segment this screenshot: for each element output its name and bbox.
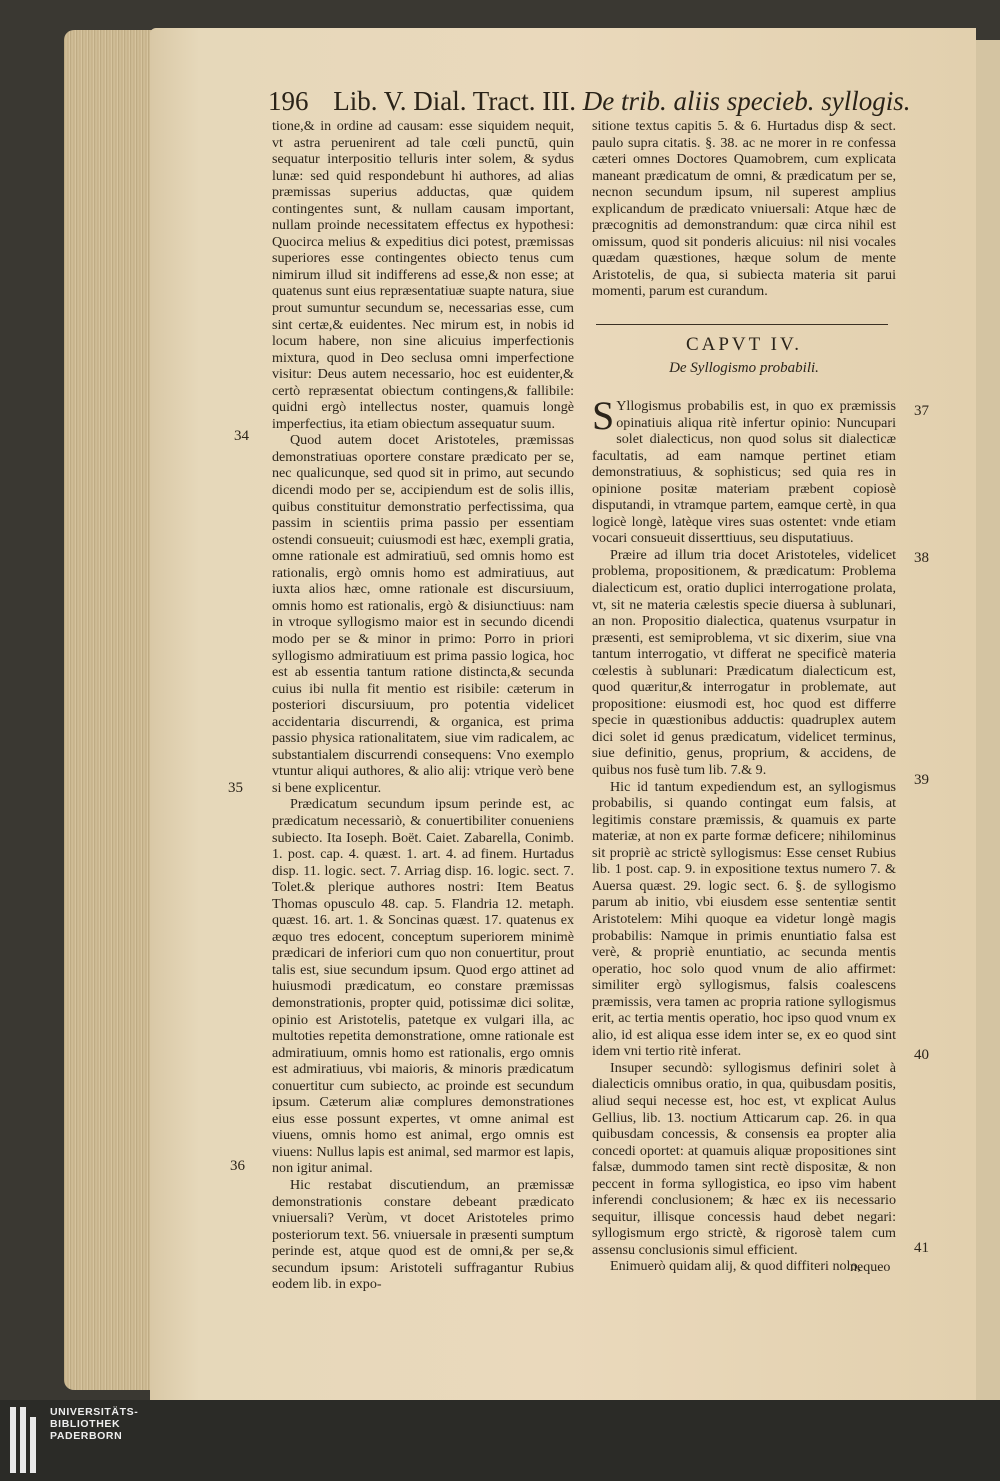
margin-number: 37: [914, 403, 929, 419]
chapter-rule: [596, 324, 888, 325]
left-column: [272, 118, 574, 1293]
drop-capital: S: [592, 393, 615, 438]
margin-number: 34: [234, 428, 249, 444]
margin-number: 40: [914, 1047, 929, 1063]
margin-number: 38: [914, 550, 929, 566]
paragraph: S Yllogismus probabilis est, in quo ex præmissis opinatiuis aliqua ritè infertur opinio: Nuncupari solet dialecticus, non quod solus sit dialecticæ facultatis, ad eam namque pertinet etiam demonstratiuus, & sophisticus; sed quia res in opinione positæ materiam præbent copiosè disputandi, in vtramque partem, eamque certè, in qua logicè longè, latèque vires suas ostentet: vnde etiam vocari consueuit disserttiuus, seu disputatiuus.: [592, 393, 896, 547]
running-head-title: Lib. V. Dial. Tract. III.: [333, 86, 576, 116]
paragraph: tione,& in ordine ad causam: esse siquidem nequit, vt astra peruenirent ad tale cœli punctū, quin sequatur interpositio telluris inter solem, & sydus lunæ: sed quid respondebunt hi authores, ad alias præmissas superius adductas, quæ quidem contingentes sunt, & nullam causam important, nullam proinde necessitatem effectus ex hypothesi: Quocirca melius & expeditius dici potest, præmissas superiores esse contingentes obiecto tenus cum nimirum illud sit indifferens ad esse,& non esse; at quatenus sunt eius repræsentatiuæ suapte natura, siue prout sumuntur secundum se, necessarias esse, cum sint certæ,& euidentes. Nec mirum est, in nobis id locum habere, non sine alicuius imperfectionis mixtura, quod in Deo seclusa omni imperfectione visitur: Deus autem necessario, hoc est euidenter,& certò repræsentat obiectum contingens,& fallibile: quidni ergò intellectus noster, quamuis longè imperfectius, ita etiam obiectum assequatur suum.: [272, 118, 574, 432]
paragraph: Hic restabat discutiendum, an præmissæ demonstrationis constare debeant prædicato vniuersali? Verùm, vt docet Aristoteles primo posteriorum text. 56. vniuersale in præsenti sumptum perinde est, atque quod est de omni,& per se,& secundum ipsum: Aristoteli suffragantur Rubius eodem lib. in expo-: [272, 1177, 574, 1293]
page-edge: [64, 30, 156, 1390]
chapter-heading: CAPVT IV.: [685, 334, 803, 355]
running-head: [268, 86, 911, 120]
margin-number: 41: [914, 1240, 929, 1256]
viewer-footer: [0, 1400, 1000, 1481]
library-logo-icon: [10, 1407, 40, 1473]
page-number: 196: [268, 86, 309, 116]
facing-page-edge: [976, 40, 1000, 1400]
margin-number: 35: [228, 780, 243, 796]
catchword: nequeo: [850, 1260, 891, 1275]
paragraph: Prædicatum secundum ipsum perinde est, ac prædicatum necessariò, & conuertibiliter conueniens subiecto. Ita Ioseph. Boët. Caiet. Zabarella, Conimb. 1. post. cap. 4. quæst. 1. art. 4. ad finem. Hurtadus disp. 11. logic. sect. 7. Arriag disp. 16. logic. sect. 7. Tolet.& plerique authores nostri: Item Beatus Thomas opusculo 48. cap. 5. Flandria 12. metaph. quæst. 16. art. 1. & Soncinas quæst. 17. quatenus ex æquo tres edocent, conceptum superiorem minimè prædicari de inferiori cum quo non conuertitur, prout talis est, siue secundum ipsum. Quod ergo attinet ad huiusmodi prædicatum, eo constare præmissas demonstrationis, propter quid, potissimæ dici solitæ, opinio est Aristotelis, patetque ex vulgari illa, ac multoties repetita demonstratione, omne rationale est admiratiuum, omnis homo est rationalis, ergo omnis est admiratiuus, vbi maioris, & minoris prædicatum conuertitur cum subiecto, ac proinde est secundum ipsum. Cæterum aliæ complures demonstrationes eius esse possunt expertes, vt omne animal est viuens, omnis homo est animal, ergo omnis est viuens: Nullus lapis est animal, sed marmor est lapis, non igitur animal.: [272, 796, 574, 1177]
paragraph: Insuper secundò: syllogismus definiri solet à dialecticis omnibus oratio, in qua, quibusdam positis, aliud sequi necesse est, hoc est, vt explicat Aulus Gellius, lib. 13. noctium Atticarum cap. 26. in qua quibusdam concessis, & consensis ea propter alia concedi oportet: at quamuis aliquæ propositiones sint falsæ, dummodo tamen sint rectè dispositæ, & non peccent in forma syllogistica, eo ipso vim habent inferendi conclusionem; & hæc ex iis necessario sequitur, illisque concessis haud debet negari: syllogismum ergo strictè, & rigorosè talem cum assensu conclusionis simul efficient.: [592, 1059, 896, 1258]
running-head-section: De trib. aliis specieb. syllogis.: [582, 86, 911, 116]
paragraph: Præire ad illum tria docet Aristoteles, videlicet problema, propositionem, & prædicatum: Problema dialecticum est, oratio duplici interrogatione prolata, vt, sit ne materia cælestis specie diuersa à sublunari, an non. Propositio dialectica, quatenus vsurpatur in præsenti, est semiproblema, vt sic dixerim, siue vna tantum interrogatio, vt differat ne specificè materia cœlestis à sublunari: Prædicatum dialecticum est, quod quæritur,& interrogatur in problemate, aut propositione: eiusmodi est, hoc quod est differre specie in quæstionibus adductis: quadruplex autem dici solet id genus prædicatum, videlicet terminus, siue definitio, genus, proprium, & accidens, de quibus nos fusè tum lib. 7.& 9.: [592, 546, 896, 779]
paragraph: Enimuerò quidam alij, & quod diffiteri nolo,: [610, 1258, 862, 1275]
library-name: UNIVERSITÄTS- BIBLIOTHEK PADERBORN: [50, 1406, 139, 1442]
paragraph: Quod autem docet Aristoteles, præmissas demonstratiuas oportere constare prædicato per se, nec qualicunque, sed quod sit in primo, aut secundo dicendi modo per se, accipiendum est de solis illis, quibus constituitur demonstratio perfectissima, qua passim in scientiis prima passio per essentiam ostendi consueuit; cuiusmodi est hæc, exempli gratia, omne rationale est admiratiuū, sed omnis homo est rationalis, ergò omnis homo est admiratiuus, aut iuxta alios hæc, omne rationale est discursiuum, omnis homo est rationalis, ergò & disiunctiuus: nam in vtroque syllogismo maior est in secundo dicendi modo per se & minor in primo: Porro in priori syllogismo admiratiuum est prima passio logica, hoc est ab essentia tantum ratione distincta,& secunda cuius ibi nulla fit mentio est risibile: cæterum in posteriori discursiuum, pro potentia videlicet accidentaria discurrendi, & organica, est prima passio physica rationalitatem, siue vim radicalem, ac substantialem discurrendi consequens: Vno exemplo vtuntur aliqui authores, & alio alij: vtrique verò bene si bene explicentur.: [272, 432, 574, 796]
margin-number: 39: [914, 772, 929, 788]
chapter-subheading: De Syllogismo probabili.: [669, 360, 819, 376]
paragraph: Hic id tantum expediendum est, an syllogismus probabilis, si quando contingat eum falsis, at legitimis constare præmissis, & quamuis ex parte materiæ, at non ex parte formæ deficere; nihilominus sit propriè ac strictè syllogismus: Esse censet Rubius lib. 1 post. cap. 9. in expositione textus numero 7. & Auersa quæst. 29. logic sect. 6. §. de syllogismo parum ab initio, vbi eiusdem esse sententiæ sentit Aristotelem: Mihi quoque ea videtur longè magis probabilis: Namque in primis enuntiatio falsa est verè, & propriè enuntiatio, ac secunda mentis operatio, hoc solo quod vnum de alio affirmet: similiter ergò syllogismus, falsis coalescens præmissis, vera tamen ac propria ratione syllogismus erit, ac tertia mentis operatio, hoc ipso quod vnum ex alio, id est aliqua esse idem inter se, ex eo quod sint idem vni tertio ritè inferat.: [592, 778, 896, 1060]
paragraph: sitione textus capitis 5. & 6. Hurtadus disp & sect. paulo supra citatis. §. 38. ac ne morer in re confessa cæteri omnes Doctores Quamobrem, cum explicata maneant prædicatum de omni, & prædicatum per se, necnon secundum ipsum, nil superest amplius explicandum de prædicato vniuersali: Atque hæc de præcognitis ad demonstrandum: quæ circa nihil est omissum, quod sit ponderis alicuius: nil nisi vocales quædam quæstiones, hæque solum de mente Aristotelis, de qua, si subiecta materia sit parui momenti, parum est curandum.: [592, 118, 896, 300]
right-column-top: [592, 118, 896, 318]
margin-number: 36: [230, 1158, 245, 1174]
